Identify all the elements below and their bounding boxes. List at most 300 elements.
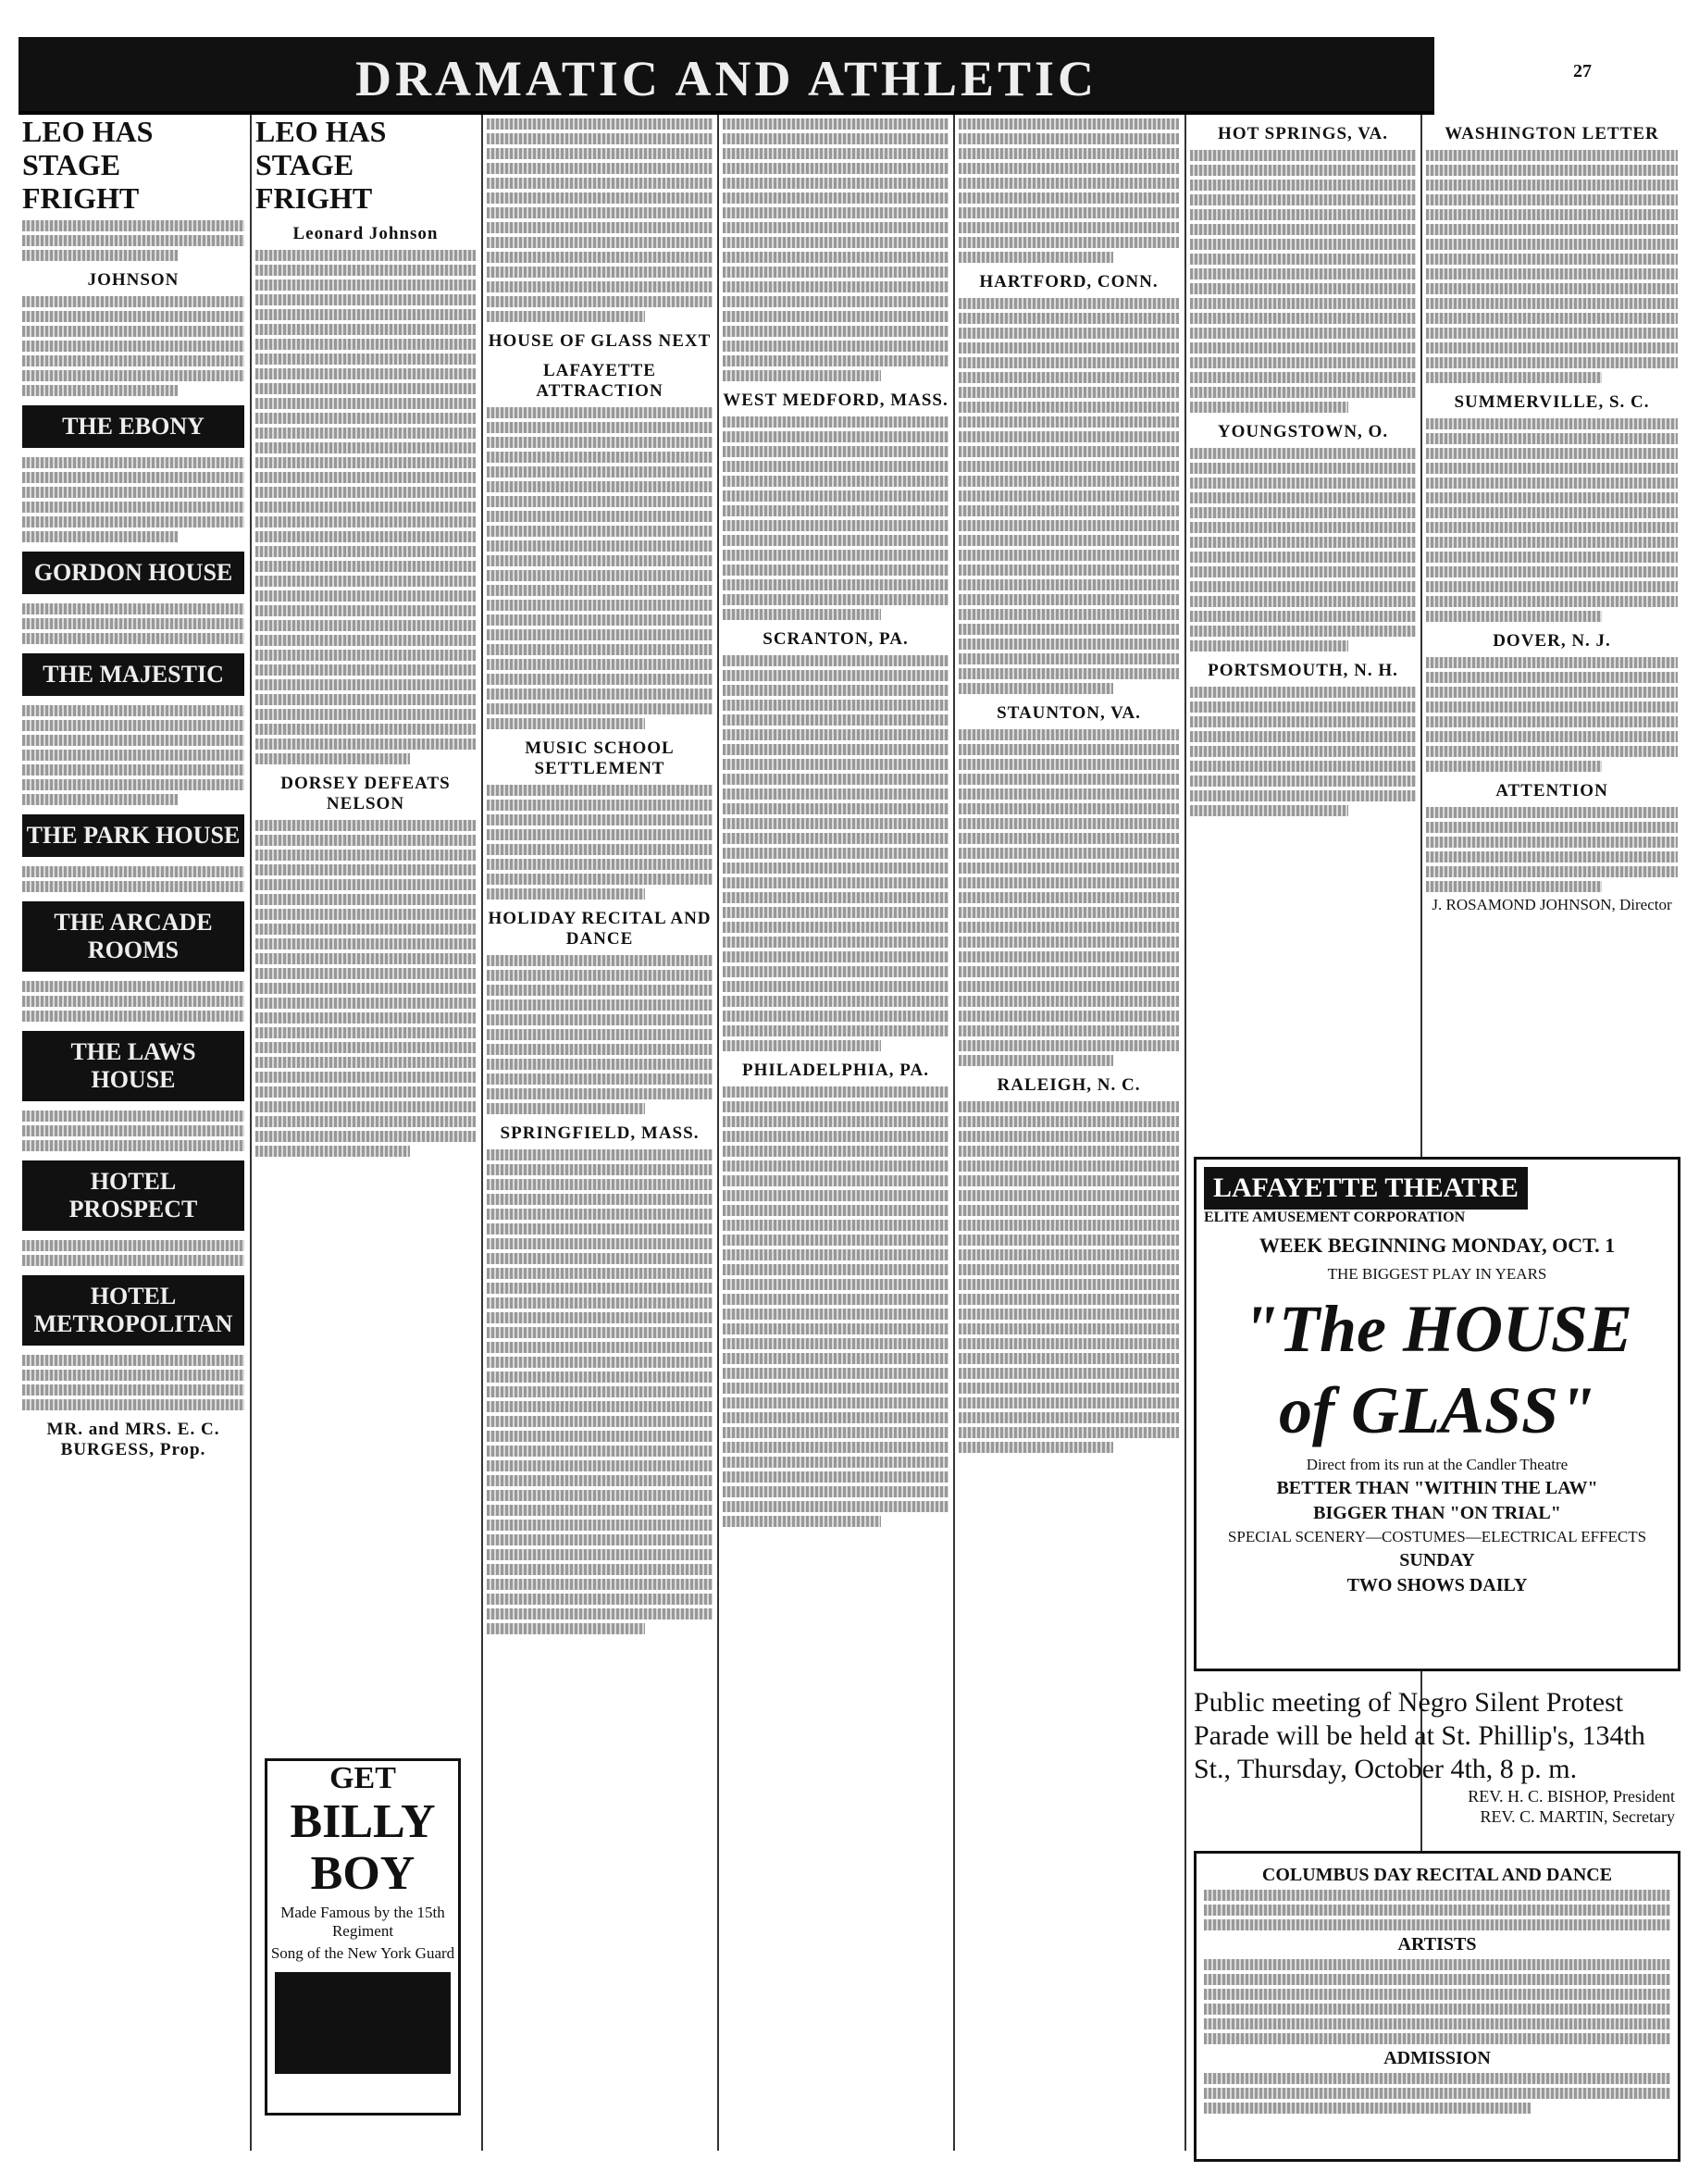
illegible-text-line <box>723 355 949 366</box>
illegible-text-line <box>22 220 244 231</box>
illegible-text-line <box>1190 448 1416 459</box>
illegible-text-line <box>487 1164 713 1175</box>
illegible-text-line <box>1426 448 1678 459</box>
illegible-text-line <box>487 118 713 130</box>
illegible-text-line <box>959 372 1179 383</box>
illegible-text-line <box>959 981 1179 992</box>
illegible-text-line <box>723 818 949 829</box>
illegible-text-line <box>487 511 713 522</box>
illegible-text-line <box>487 1446 713 1457</box>
illegible-text-line <box>1426 837 1678 848</box>
illegible-text-line <box>959 1442 1113 1453</box>
illegible-text-line <box>22 764 244 776</box>
illegible-text-line <box>1204 2004 1670 2015</box>
illegible-text-line <box>723 1025 949 1036</box>
ad-song-title: BILLY BOY <box>290 1795 436 1900</box>
illegible-text-line <box>959 133 1179 144</box>
illegible-text-line <box>487 281 713 292</box>
illegible-text-line <box>723 1131 949 1142</box>
illegible-text-line <box>723 1249 949 1260</box>
illegible-text-line <box>723 296 949 307</box>
illegible-text-line <box>487 1431 713 1442</box>
illegible-text-line <box>959 1175 1179 1186</box>
illegible-text-line <box>959 118 1179 130</box>
illegible-text-line <box>487 148 713 159</box>
illegible-text-line <box>1190 165 1416 176</box>
illegible-text-line <box>487 1268 713 1279</box>
illegible-text-line <box>487 1594 713 1605</box>
illegible-text-line <box>487 222 713 233</box>
illegible-text-line <box>255 650 476 661</box>
illegible-text-line <box>255 516 476 527</box>
illegible-text-line <box>959 922 1179 933</box>
illegible-text-line <box>1426 581 1678 592</box>
illegible-text-line <box>959 1249 1179 1260</box>
section-head: ATTENTION <box>1495 781 1608 800</box>
column-rule <box>481 115 483 2151</box>
illegible-text-line <box>959 1279 1179 1290</box>
notice-text: Public meeting of Negro Silent Protest Parade will be held at St. Phillip's, 134th St., Thursday, October 4th, 8 p. m. <box>1194 1687 1645 1784</box>
illegible-text-line <box>487 452 713 463</box>
illegible-text-line <box>1426 254 1678 265</box>
column-rule <box>250 115 252 2151</box>
illegible-text-line <box>723 446 949 457</box>
illegible-text-line <box>1190 194 1416 205</box>
illegible-text-line <box>255 820 476 831</box>
illegible-text-line <box>723 341 949 352</box>
illegible-text-line <box>255 576 476 587</box>
illegible-text-line <box>1190 372 1416 383</box>
column-rule <box>717 115 719 2151</box>
illegible-text-line <box>959 476 1179 487</box>
ad-image <box>275 1972 451 2074</box>
illegible-text-line <box>22 326 244 337</box>
illegible-text-line <box>487 207 713 218</box>
section-head: HOT SPRINGS, VA. <box>1218 124 1388 143</box>
illegible-text-line <box>487 237 713 248</box>
illegible-text-line <box>959 639 1179 650</box>
illegible-text-line <box>1204 2073 1670 2084</box>
illegible-text-line <box>723 490 949 502</box>
billy-boy-ad <box>265 1758 461 2116</box>
illegible-text-line <box>723 237 949 248</box>
illegible-text-line <box>959 1427 1179 1438</box>
illegible-text-line <box>487 785 713 796</box>
illegible-text-line <box>255 983 476 994</box>
illegible-text-line <box>487 570 713 581</box>
week-banner: WEEK BEGINNING MONDAY, OCT. 1 <box>1259 1234 1616 1257</box>
illegible-text-line <box>487 1549 713 1560</box>
illegible-text-line <box>1190 283 1416 294</box>
illegible-text-line <box>959 446 1179 457</box>
column-6 <box>1190 115 1416 1142</box>
illegible-text-line <box>1190 387 1416 398</box>
illegible-text-line <box>1426 342 1678 354</box>
illegible-text-line <box>255 679 476 690</box>
illegible-text-line <box>1190 581 1416 592</box>
illegible-text-line <box>487 1520 713 1531</box>
illegible-text-line <box>487 1460 713 1471</box>
illegible-text-line <box>487 466 713 478</box>
theatre-company: ELITE AMUSEMENT CORPORATION <box>1204 1210 1466 1225</box>
illegible-text-line <box>723 1086 949 1098</box>
illegible-text-line <box>723 1235 949 1246</box>
artists-head: ARTISTS <box>1397 1934 1477 1954</box>
illegible-text-line <box>487 999 713 1011</box>
illegible-text-line <box>1426 851 1678 862</box>
illegible-text-line <box>487 1342 713 1353</box>
illegible-text-line <box>487 1505 713 1516</box>
illegible-text-line <box>255 457 476 468</box>
illegible-text-line <box>723 966 949 977</box>
illegible-text-line <box>959 668 1179 679</box>
illegible-text-line <box>22 1370 244 1381</box>
illegible-text-line <box>959 653 1179 664</box>
illegible-text-line <box>22 1399 244 1410</box>
illegible-text-line <box>255 472 476 483</box>
illegible-text-line <box>1190 687 1416 698</box>
illegible-text-line <box>255 561 476 572</box>
illegible-text-line <box>1204 2103 1531 2114</box>
illegible-text-line <box>723 1323 949 1334</box>
illegible-text-line <box>1190 209 1416 220</box>
illegible-text-line <box>1190 239 1416 250</box>
illegible-text-line <box>255 998 476 1009</box>
illegible-text-line <box>959 594 1179 605</box>
illegible-text-line <box>723 118 949 130</box>
illegible-text-line <box>959 1160 1179 1172</box>
admission-head: ADMISSION <box>1383 2048 1491 2068</box>
illegible-text-line <box>1426 761 1602 772</box>
better-than: BETTER THAN "WITHIN THE LAW" <box>1276 1478 1598 1498</box>
illegible-text-line <box>1426 433 1678 444</box>
illegible-text-line <box>1204 1959 1670 1970</box>
illegible-text-line <box>1204 1989 1670 2000</box>
illegible-text-line <box>959 1220 1179 1231</box>
illegible-text-line <box>1190 776 1416 787</box>
illegible-text-line <box>959 774 1179 785</box>
column-rule <box>953 115 955 2151</box>
illegible-text-line <box>723 1471 949 1483</box>
illegible-text-line <box>255 879 476 890</box>
illegible-text-line <box>1190 731 1416 742</box>
illegible-text-line <box>487 192 713 204</box>
illegible-text-line <box>959 565 1179 576</box>
illegible-text-line <box>1426 552 1678 563</box>
illegible-text-line <box>959 833 1179 844</box>
illegible-text-line <box>959 744 1179 755</box>
illegible-text-line <box>1190 716 1416 727</box>
illegible-text-line <box>723 1516 881 1527</box>
illegible-text-line <box>22 1140 244 1151</box>
illegible-text-line <box>959 1190 1179 1201</box>
illegible-text-line <box>487 1312 713 1323</box>
illegible-text-line <box>22 516 244 527</box>
illegible-text-line <box>255 1116 476 1127</box>
illegible-text-line <box>723 1175 949 1186</box>
illegible-text-line <box>723 1353 949 1364</box>
illegible-text-line <box>1426 478 1678 489</box>
illegible-text-line <box>723 1205 949 1216</box>
illegible-text-line <box>22 981 244 992</box>
illegible-text-line <box>723 848 949 859</box>
illegible-text-line <box>1426 687 1678 698</box>
illegible-text-line <box>487 1044 713 1055</box>
illegible-text-line <box>487 1416 713 1427</box>
illegible-text-line <box>22 370 244 381</box>
illegible-text-line <box>959 803 1179 814</box>
illegible-text-line <box>487 703 713 714</box>
illegible-text-line <box>487 970 713 981</box>
illegible-text-line <box>255 487 476 498</box>
illegible-text-line <box>959 163 1179 174</box>
illegible-text-line <box>487 163 713 174</box>
play-title-line-1: "The HOUSE <box>1241 1292 1632 1366</box>
illegible-text-line <box>22 1111 244 1122</box>
ad-banner: GORDON HOUSE <box>22 552 244 594</box>
illegible-text-line <box>723 133 949 144</box>
sunday: SUNDAY <box>1399 1550 1475 1570</box>
illegible-text-line <box>22 472 244 483</box>
illegible-text-line <box>487 437 713 448</box>
illegible-text-line <box>487 422 713 433</box>
illegible-text-line <box>723 774 949 785</box>
illegible-text-line <box>723 685 949 696</box>
illegible-text-line <box>487 496 713 507</box>
illegible-text-line <box>959 1131 1179 1142</box>
illegible-text-line <box>723 1486 949 1497</box>
illegible-text-line <box>959 1338 1179 1349</box>
illegible-text-line <box>487 718 645 729</box>
headline: LEO HAS STAGE FRIGHT <box>255 115 387 215</box>
illegible-text-line <box>723 1457 949 1468</box>
illegible-text-line <box>959 609 1179 620</box>
illegible-text-line <box>22 487 244 498</box>
section-head: PORTSMOUTH, N. H. <box>1208 661 1398 680</box>
illegible-text-line <box>1190 492 1416 503</box>
illegible-text-line <box>255 894 476 905</box>
illegible-text-line <box>723 1220 949 1231</box>
byline: Leonard Johnson <box>292 224 439 243</box>
section-head: DORSEY DEFEATS NELSON <box>280 774 451 813</box>
illegible-text-line <box>255 590 476 602</box>
section-head: SCRANTON, PA. <box>763 629 909 649</box>
illegible-text-line <box>959 951 1179 962</box>
illegible-text-line <box>723 1412 949 1423</box>
illegible-text-line <box>255 502 476 513</box>
illegible-text-line <box>959 535 1179 546</box>
illegible-text-line <box>487 1401 713 1412</box>
illegible-text-line <box>723 1190 949 1201</box>
illegible-text-line <box>1426 522 1678 533</box>
illegible-text-line <box>723 729 949 740</box>
illegible-text-line <box>487 1223 713 1235</box>
illegible-text-line <box>487 407 713 418</box>
illegible-text-line <box>22 385 178 396</box>
illegible-text-line <box>255 354 476 365</box>
illegible-text-line <box>487 311 645 322</box>
illegible-text-line <box>723 1040 881 1051</box>
illegible-text-line <box>959 1025 1179 1036</box>
theatre-name: LAFAYETTE THEATRE <box>1204 1167 1528 1210</box>
illegible-text-line <box>723 267 949 278</box>
illegible-text-line <box>22 457 244 468</box>
illegible-text-line <box>723 1160 949 1172</box>
illegible-text-line <box>22 705 244 716</box>
illegible-text-line <box>723 252 949 263</box>
illegible-text-line <box>959 1040 1179 1051</box>
illegible-text-line <box>959 1412 1179 1423</box>
illegible-text-line <box>723 892 949 903</box>
illegible-text-line <box>1204 2088 1670 2099</box>
illegible-text-line <box>255 738 476 750</box>
illegible-text-line <box>487 1179 713 1190</box>
illegible-text-line <box>487 133 713 144</box>
illegible-text-line <box>723 222 949 233</box>
illegible-text-line <box>487 178 713 189</box>
illegible-text-line <box>959 683 1113 694</box>
section-head: WASHINGTON LETTER <box>1445 124 1659 143</box>
illegible-text-line <box>255 864 476 875</box>
section-head: HOUSE OF GLASS NEXT <box>488 331 712 351</box>
illegible-text-line <box>723 370 881 381</box>
illegible-text-line <box>255 694 476 705</box>
illegible-text-line <box>959 178 1179 189</box>
illegible-text-line <box>255 324 476 335</box>
illegible-text-line <box>1426 165 1678 176</box>
ad-banner: THE MAJESTIC <box>22 653 244 696</box>
illegible-text-line <box>487 1149 713 1160</box>
illegible-text-line <box>487 1059 713 1070</box>
illegible-text-line <box>1426 657 1678 668</box>
illegible-text-line <box>487 1371 713 1383</box>
illegible-text-line <box>1204 1890 1670 1901</box>
illegible-text-line <box>255 1086 476 1098</box>
illegible-text-line <box>22 633 244 644</box>
section-head: JOHNSON <box>87 270 180 290</box>
illegible-text-line <box>723 1338 949 1349</box>
illegible-text-line <box>487 1564 713 1575</box>
illegible-text-line <box>1190 566 1416 577</box>
column-7 <box>1426 115 1678 1142</box>
illegible-text-line <box>487 674 713 685</box>
ad-subtitle: Made Famous by the 15th Regiment <box>280 1904 445 1940</box>
illegible-text-line <box>1426 537 1678 548</box>
illegible-text-line <box>959 490 1179 502</box>
illegible-text-line <box>255 294 476 305</box>
illegible-text-line <box>1426 298 1678 309</box>
illegible-text-line <box>487 296 713 307</box>
illegible-text-line <box>959 996 1179 1007</box>
illegible-text-line <box>959 729 1179 740</box>
illegible-text-line <box>255 664 476 676</box>
illegible-text-line <box>1190 552 1416 563</box>
illegible-text-line <box>1204 1905 1670 1916</box>
illegible-text-line <box>1190 224 1416 235</box>
illegible-text-line <box>723 579 949 590</box>
illegible-text-line <box>255 1072 476 1083</box>
illegible-text-line <box>959 818 1179 829</box>
illegible-text-line <box>959 759 1179 770</box>
illegible-text-line <box>959 1055 1113 1066</box>
illegible-text-line <box>487 955 713 966</box>
illegible-text-line <box>1426 372 1602 383</box>
direct-from: Direct from its run at the Candler Theatre <box>1306 1456 1569 1473</box>
illegible-text-line <box>1426 596 1678 607</box>
illegible-text-line <box>723 862 949 874</box>
illegible-text-line <box>487 585 713 596</box>
illegible-text-line <box>22 355 244 366</box>
illegible-text-line <box>723 416 949 428</box>
illegible-text-line <box>723 1146 949 1157</box>
illegible-text-line <box>959 788 1179 800</box>
illegible-text-line <box>1426 611 1602 622</box>
illegible-text-line <box>959 505 1179 516</box>
illegible-text-line <box>959 1383 1179 1394</box>
illegible-text-line <box>22 296 244 307</box>
illegible-text-line <box>959 550 1179 561</box>
illegible-text-line <box>22 235 244 246</box>
illegible-text-line <box>723 594 949 605</box>
illegible-text-line <box>255 279 476 291</box>
illegible-text-line <box>723 1501 949 1512</box>
illegible-text-line <box>1190 254 1416 265</box>
illegible-text-line <box>959 1264 1179 1275</box>
illegible-text-line <box>959 1368 1179 1379</box>
illegible-text-line <box>22 341 244 352</box>
ad-banner: THE LAWS HOUSE <box>22 1031 244 1101</box>
illegible-text-line <box>22 1240 244 1251</box>
illegible-text-line <box>723 700 949 711</box>
columbus-title: COLUMBUS DAY RECITAL AND DANCE <box>1261 1865 1613 1885</box>
illegible-text-line <box>487 526 713 537</box>
lafayette-theatre-ad <box>1194 1157 1680 1671</box>
illegible-text-line <box>1190 507 1416 518</box>
illegible-text-line <box>723 1294 949 1305</box>
illegible-text-line <box>255 309 476 320</box>
illegible-text-line <box>22 311 244 322</box>
section-head: MUSIC SCHOOL SETTLEMENT <box>525 738 675 778</box>
illegible-text-line <box>255 1012 476 1024</box>
special-effects: SPECIAL SCENERY—COSTUMES—ELECTRICAL EFFECTS <box>1227 1528 1647 1545</box>
illegible-text-line <box>487 1534 713 1545</box>
illegible-text-line <box>959 966 1179 977</box>
illegible-text-line <box>255 1042 476 1053</box>
illegible-text-line <box>255 413 476 424</box>
illegible-text-line <box>723 565 949 576</box>
illegible-text-line <box>487 481 713 492</box>
illegible-text-line <box>723 744 949 755</box>
illegible-text-line <box>22 1355 244 1366</box>
illegible-text-line <box>1204 2018 1670 2029</box>
illegible-text-line <box>22 750 244 761</box>
illegible-text-line <box>723 163 949 174</box>
illegible-text-line <box>723 1368 949 1379</box>
illegible-text-line <box>487 644 713 655</box>
illegible-text-line <box>959 313 1179 324</box>
column-rule <box>1420 115 1422 2151</box>
illegible-text-line <box>959 892 1179 903</box>
illegible-text-line <box>723 461 949 472</box>
illegible-text-line <box>1190 537 1416 548</box>
illegible-text-line <box>22 502 244 513</box>
illegible-text-line <box>1204 1974 1670 1985</box>
illegible-text-line <box>487 1103 645 1114</box>
illegible-text-line <box>487 1297 713 1309</box>
illegible-text-line <box>959 877 1179 888</box>
ad-get: GET <box>329 1761 396 1795</box>
illegible-text-line <box>1190 701 1416 713</box>
